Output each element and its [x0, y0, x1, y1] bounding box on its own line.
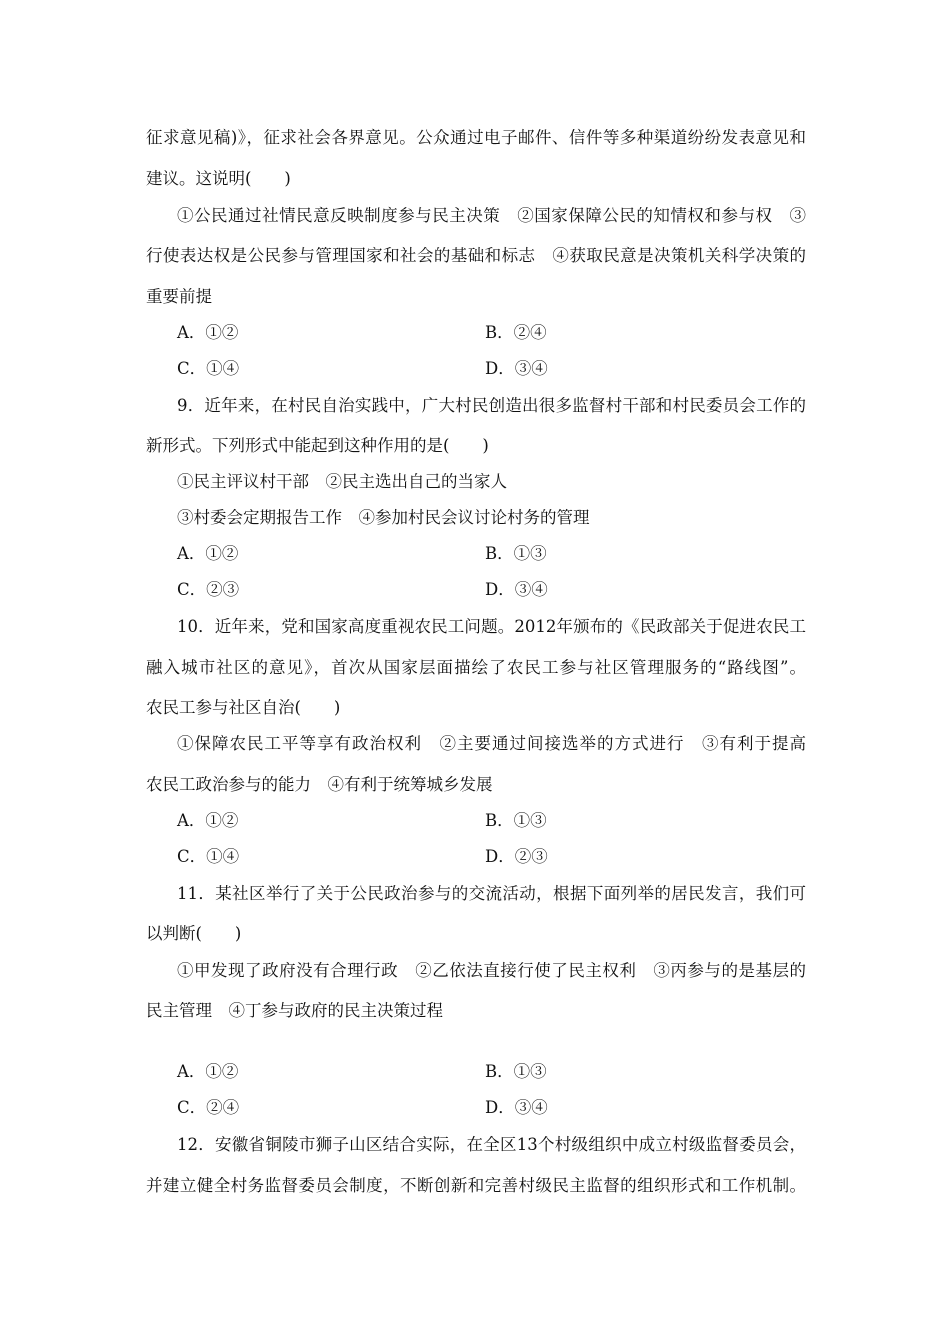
q9-stem-line-2: 新形式。下列形式中能起到这种作用的是( ): [146, 436, 489, 455]
q10-option-c: C．①④: [177, 847, 240, 866]
q12-stem-line-2: 并建立健全村务监督委员会制度，不断创新和完善村级民主监督的组织形式和工作机制。: [146, 1176, 806, 1195]
q8-option-d: D．③④: [485, 359, 548, 378]
q9-option-d: D．③④: [485, 580, 548, 599]
q8-option-c: C．①④: [177, 359, 240, 378]
q10-option-b: B．①③: [485, 811, 547, 830]
q10-option-a: A．①②: [177, 811, 239, 830]
q8-statement-line-3: 重要前提: [146, 287, 212, 306]
q9-option-a: A．①②: [177, 544, 239, 563]
q8-stem-line-2: 建议。这说明( ): [146, 169, 291, 188]
q11-option-c: C．②④: [177, 1098, 240, 1117]
q11-stem-line-1: 11．某社区举行了关于公民政治参与的交流活动，根据下面列举的居民发言，我们可: [177, 884, 806, 903]
q10-stem-line-2: 融入城市社区的意见》，首次从国家层面描绘了农民工参与社区管理服务的“路线图”。: [146, 658, 806, 677]
q12-stem-line-1: 12．安徽省铜陵市狮子山区结合实际，在全区13个村级组织中成立村级监督委员会，: [177, 1135, 806, 1154]
q11-stem-line-2: 以判断( ): [146, 924, 242, 943]
q10-statement-line-2: 农民工政治参与的能力 ④有利于统筹城乡发展: [146, 775, 493, 794]
q10-statement-line-1: ①保障农民工平等享有政治权利 ②主要通过间接选举的方式进行 ③有利于提高: [177, 734, 806, 753]
q10-stem-line-3: 农民工参与社区自治( ): [146, 698, 341, 717]
q10-option-d: D．②③: [485, 847, 548, 866]
q11-option-d: D．③④: [485, 1098, 548, 1117]
q8-option-a: A．①②: [177, 323, 239, 342]
q9-statement-line-1: ①民主评议村干部 ②民主选出自己的当家人: [177, 472, 507, 491]
q9-option-c: C．②③: [177, 580, 240, 599]
q10-stem-line-1: 10．近年来，党和国家高度重视农民工问题。2012年颁布的《民政部关于促进农民工: [177, 617, 806, 636]
q11-option-a: A．①②: [177, 1062, 239, 1081]
q8-statement-line-2: 行使表达权是公民参与管理国家和社会的基础和标志 ④获取民意是决策机关科学决策的: [146, 246, 806, 265]
q9-statement-line-2: ③村委会定期报告工作 ④参加村民会议讨论村务的管理: [177, 508, 590, 527]
q11-statement-line-2: 民主管理 ④丁参与政府的民主决策过程: [146, 1001, 443, 1020]
q11-option-b: B．①③: [485, 1062, 547, 1081]
q9-stem-line-1: 9．近年来，在村民自治实践中，广大村民创造出很多监督村干部和村民委员会工作的: [177, 396, 806, 415]
q8-option-b: B．②④: [485, 323, 547, 342]
q8-stem-line-1: 征求意见稿)》，征求社会各界意见。公众通过电子邮件、信件等多种渠道纷纷发表意见和: [146, 128, 806, 147]
q8-statement-line-1: ①公民通过社情民意反映制度参与民主决策 ②国家保障公民的知情权和参与权 ③: [177, 206, 806, 225]
q11-statement-line-1: ①甲发现了政府没有合理行政 ②乙依法直接行使了民主权利 ③丙参与的是基层的: [177, 961, 806, 980]
q9-option-b: B．①③: [485, 544, 547, 563]
